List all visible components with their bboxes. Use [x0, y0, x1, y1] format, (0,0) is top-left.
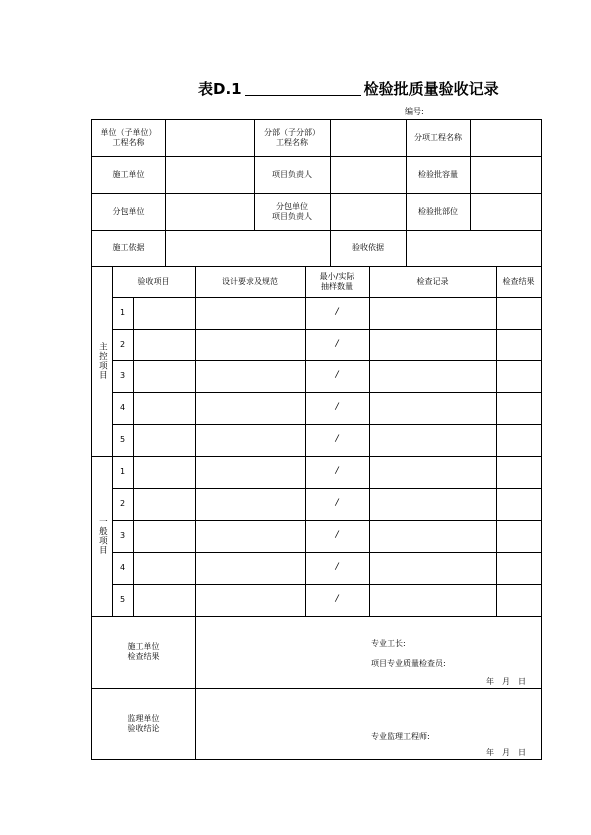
main-row-no: 5 [119, 435, 126, 444]
unit-project-label: 单位（子单位） 工程名称 [100, 128, 157, 147]
engineer-label: 专业监理工程师: [371, 732, 430, 741]
subitem-project-label: 分项工程名称 [414, 133, 462, 142]
construction-basis-field[interactable] [165, 230, 330, 266]
unit-project-field[interactable] [165, 120, 254, 156]
batch-capacity-field[interactable] [470, 156, 541, 193]
header-record: 检查记录 [416, 276, 449, 286]
header-item: 验收项目 [137, 276, 170, 286]
title-blank-line [245, 81, 361, 96]
general-row-no: 5 [119, 595, 126, 604]
header-sample-qty: 最小/实际 抽样数量 [319, 271, 355, 291]
batch-capacity-label: 检验批容量 [418, 169, 458, 179]
general-row-qty: / [335, 562, 339, 573]
main-row-no: 2 [119, 339, 126, 349]
supervision-date-label: 年 月 日 [486, 748, 526, 757]
inspector-label: 项目专业质量检查员: [371, 659, 446, 668]
header-result: 检查结果 [502, 276, 535, 286]
batch-location-field[interactable] [470, 193, 541, 230]
subcontractor-label: 分包单位 [112, 206, 145, 216]
main-row-no: 4 [119, 403, 126, 412]
acceptance-basis-field[interactable] [406, 230, 541, 266]
main-group-label: 主控项目 [97, 342, 108, 380]
general-row-no: 2 [119, 499, 126, 508]
sub-project-manager-field[interactable] [330, 193, 406, 230]
general-row-qty: / [335, 466, 339, 477]
main-row-no: 1 [119, 308, 126, 317]
general-row-qty: / [335, 594, 339, 605]
code-label: 编号: [405, 107, 424, 116]
main-row-qty: / [335, 402, 339, 413]
inspection-form-grid [91, 119, 542, 760]
constructor-label: 施工单位 [112, 169, 145, 179]
project-manager-field[interactable] [330, 156, 406, 193]
general-row-qty: / [335, 498, 339, 509]
foreman-label: 专业工长: [371, 639, 406, 648]
general-row-qty: / [335, 530, 339, 541]
division-project-label: 分部（子分部） 工程名称 [264, 128, 320, 147]
sub-project-manager-label: 分包单位 项目负责人 [272, 201, 312, 221]
main-row-qty: / [335, 338, 339, 349]
main-row-qty: / [335, 434, 339, 445]
project-manager-label: 项目负责人 [272, 169, 312, 179]
general-group-label: 一般项目 [97, 517, 108, 555]
acceptance-basis-label: 验收依据 [352, 243, 384, 252]
construction-check-label: 施工单位 检查结果 [127, 642, 160, 661]
header-design-req: 设计要求及规范 [222, 276, 278, 286]
main-group-label-cell [92, 266, 112, 456]
constructor-field[interactable] [165, 156, 254, 193]
general-group-label-cell [92, 456, 112, 616]
division-project-field[interactable] [330, 120, 406, 156]
title-suffix: 检验批质量验收记录 [363, 80, 499, 98]
construction-date-label: 年 月 日 [486, 677, 526, 686]
main-row-no: 3 [119, 371, 126, 380]
main-row-qty: / [335, 307, 339, 318]
batch-location-label: 检验批部位 [418, 206, 458, 216]
supervision-check-label: 监理单位 验收结论 [127, 713, 160, 733]
title-prefix: 表D.1 [198, 80, 242, 98]
subitem-project-field[interactable] [470, 120, 541, 156]
general-row-no: 1 [119, 467, 126, 476]
subcontractor-field[interactable] [165, 193, 254, 230]
general-row-no: 4 [119, 563, 126, 572]
main-row-qty: / [335, 370, 339, 381]
general-row-no: 3 [119, 531, 126, 540]
construction-basis-label: 施工依据 [112, 243, 145, 252]
page-title [198, 78, 499, 99]
